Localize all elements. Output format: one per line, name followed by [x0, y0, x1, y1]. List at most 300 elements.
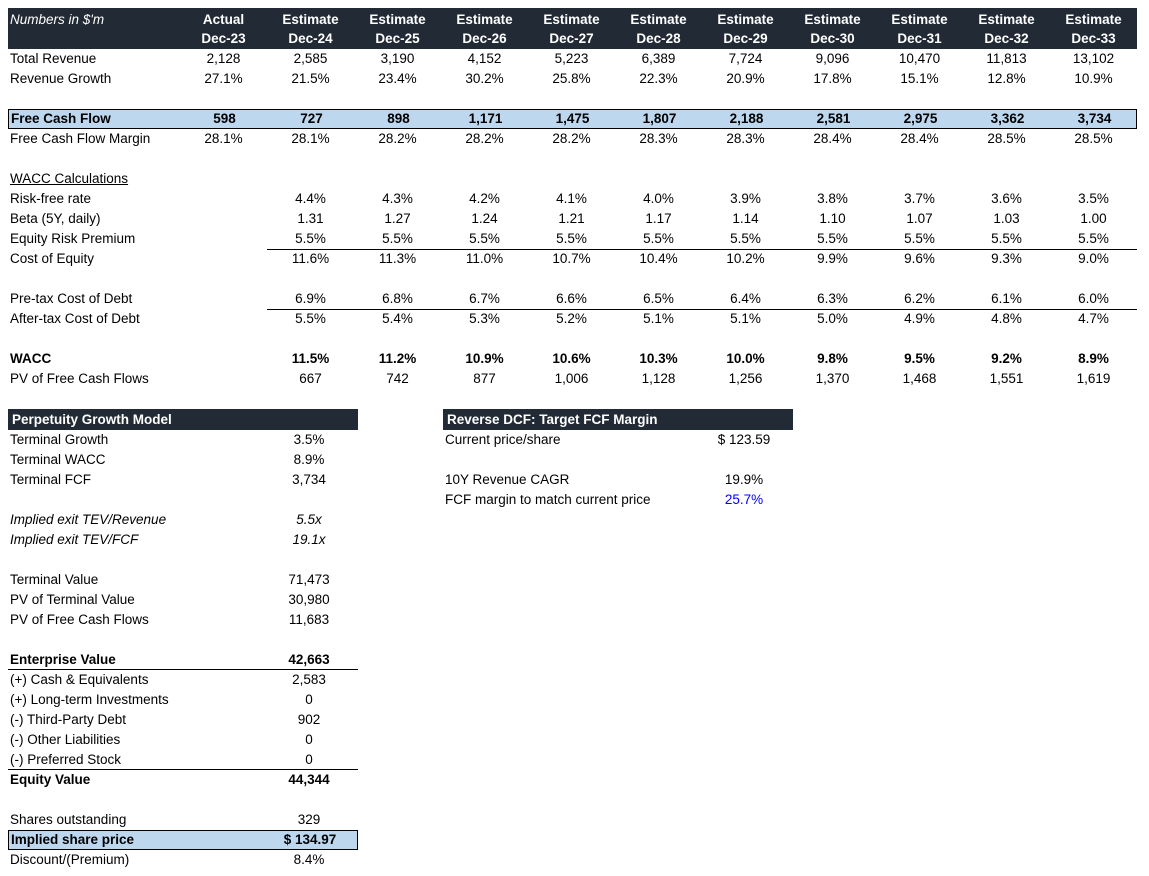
cell-cost-of-equity-dec-32[interactable]: 9.3% — [991, 251, 1022, 266]
column-header-dec-23[interactable] — [180, 8, 267, 49]
cell-pv-of-free-cash-flows-dec-30[interactable]: 1,370 — [815, 371, 850, 386]
cell-blank-dec-28[interactable] — [615, 89, 702, 109]
pgm-row-implied-exit-tev-fcf — [8, 530, 358, 550]
cell-risk-free-rate-dec-23[interactable] — [180, 189, 267, 209]
cell-revenue-growth-dec-33[interactable]: 10.9% — [1074, 71, 1113, 86]
cell-risk-free-rate-dec-29[interactable]: 3.9% — [730, 191, 761, 206]
cell-risk-free-rate-dec-27[interactable]: 4.1% — [556, 191, 587, 206]
cell-blank-dec-33[interactable] — [1050, 89, 1137, 109]
cell-blank-dec-28[interactable] — [615, 269, 702, 289]
cell-pre-tax-cost-of-debt-dec-27[interactable]: 6.6% — [528, 289, 615, 310]
pgm-row-terminal-value — [8, 570, 358, 590]
pgm-value-enterprise-value[interactable]: 42,663 — [288, 652, 330, 667]
cell-free-cash-flow-margin-dec-29[interactable]: 28.3% — [726, 131, 765, 146]
pgm-value-preferred-stock[interactable]: 0 — [305, 752, 313, 767]
cell-blank-dec-25[interactable] — [354, 149, 441, 169]
pgm-label-enterprise-value[interactable]: Enterprise Value — [10, 652, 116, 667]
cell-total-revenue-dec-23[interactable]: 2,128 — [206, 51, 241, 66]
pgm-label-implied-exit-tev-fcf[interactable]: Implied exit TEV/FCF — [10, 532, 139, 547]
cell-wacc-calculations-dec-33[interactable] — [1050, 169, 1137, 189]
pgm-label-equity-value[interactable]: Equity Value — [10, 772, 91, 787]
perpetuity-growth-model-title: Perpetuity Growth Model — [8, 409, 358, 430]
cell-after-tax-cost-of-debt-dec-31[interactable]: 4.9% — [904, 311, 935, 326]
column-header-dec-33[interactable] — [1050, 8, 1137, 49]
pgm-label-shares-outstanding[interactable]: Shares outstanding — [10, 812, 127, 827]
cell-pre-tax-cost-of-debt-dec-24[interactable]: 6.9% — [267, 289, 354, 310]
table-row-wacc — [8, 349, 1137, 369]
column-date-label: Dec-33 — [1071, 30, 1116, 46]
cell-risk-free-rate-dec-25[interactable]: 4.3% — [382, 191, 413, 206]
cell-total-revenue-dec-28[interactable]: 6,389 — [641, 51, 676, 66]
cell-equity-risk-premium-dec-31[interactable]: 5.5% — [876, 229, 963, 250]
cell-free-cash-flow-margin-dec-26[interactable]: 28.2% — [465, 131, 504, 146]
column-header-dec-25[interactable] — [354, 8, 441, 49]
cell-cost-of-equity-dec-23[interactable] — [180, 249, 267, 269]
cell-blank-dec-25[interactable] — [354, 89, 441, 109]
cell-blank-dec-32[interactable] — [963, 329, 1050, 349]
cell-cost-of-equity-dec-26[interactable]: 11.0% — [465, 251, 504, 266]
cell-pv-of-free-cash-flows-dec-28[interactable]: 1,128 — [641, 371, 676, 386]
pgm-row-other-liabilities — [8, 730, 358, 750]
cell-total-revenue-dec-24[interactable]: 2,585 — [293, 51, 328, 66]
row-label-equity-risk-premium[interactable]: Equity Risk Premium — [10, 231, 136, 246]
cell-wacc-dec-26[interactable]: 10.9% — [465, 351, 504, 366]
cell-beta-5y-daily-dec-27[interactable]: 1.21 — [558, 211, 585, 226]
cell-risk-free-rate-dec-30[interactable]: 3.8% — [817, 191, 848, 206]
cell-blank-dec-23[interactable] — [180, 89, 267, 109]
cell-wacc-dec-28[interactable]: 10.3% — [639, 351, 678, 366]
cell-total-revenue-dec-32[interactable]: 11,813 — [986, 51, 1027, 66]
pgm-value-terminal-value[interactable]: 71,473 — [288, 572, 330, 587]
pgm-value-blank — [260, 550, 358, 570]
cell-pre-tax-cost-of-debt-dec-30[interactable]: 6.3% — [789, 289, 876, 310]
cell-total-revenue-dec-30[interactable]: 9,096 — [815, 51, 850, 66]
cell-blank-dec-23[interactable] — [180, 329, 267, 349]
cell-free-cash-flow-dec-29[interactable]: 2,188 — [729, 111, 764, 126]
cell-total-revenue-dec-31[interactable]: 10,470 — [898, 51, 941, 66]
cell-beta-5y-daily-dec-33[interactable]: 1.00 — [1080, 211, 1107, 226]
cell-blank-dec-27[interactable] — [528, 269, 615, 289]
cell-wacc-calculations-dec-32[interactable] — [963, 169, 1050, 189]
pgm-value-equity-value[interactable]: 44,344 — [288, 772, 330, 787]
column-date-label: Dec-27 — [549, 30, 594, 46]
pgm-row-pv-of-terminal-value — [8, 590, 358, 610]
cell-pre-tax-cost-of-debt-dec-31[interactable]: 6.2% — [876, 289, 963, 310]
pgm-value-shares-outstanding[interactable]: 329 — [297, 812, 321, 827]
cell-free-cash-flow-margin-dec-28[interactable]: 28.3% — [639, 131, 678, 146]
cell-wacc-calculations-dec-26[interactable] — [441, 169, 528, 189]
cell-free-cash-flow-dec-23[interactable]: 598 — [213, 111, 236, 126]
cell-blank-dec-32[interactable] — [963, 269, 1050, 289]
column-date-label: Dec-30 — [810, 30, 855, 46]
rdcf-label-fcf-margin-to-match-current-price[interactable]: FCF margin to match current price — [445, 492, 651, 507]
column-period-label: Estimate — [804, 11, 861, 27]
cell-beta-5y-daily-dec-31[interactable]: 1.07 — [906, 211, 933, 226]
cell-after-tax-cost-of-debt-dec-30[interactable]: 5.0% — [817, 311, 848, 326]
cell-total-revenue-dec-29[interactable]: 7,724 — [728, 51, 763, 66]
row-label-free-cash-flow[interactable]: Free Cash Flow — [11, 111, 111, 126]
perpetuity-growth-model-body — [8, 430, 358, 870]
row-label-risk-free-rate[interactable]: Risk-free rate — [10, 191, 92, 206]
cell-after-tax-cost-of-debt-dec-23[interactable] — [180, 309, 267, 329]
cell-after-tax-cost-of-debt-dec-28[interactable]: 5.1% — [643, 311, 674, 326]
pgm-label-third-party-debt[interactable]: (-) Third-Party Debt — [10, 712, 127, 727]
cell-blank-dec-32[interactable] — [963, 149, 1050, 169]
cell-beta-5y-daily-dec-32[interactable]: 1.03 — [993, 211, 1020, 226]
pgm-label-pv-of-terminal-value[interactable]: PV of Terminal Value — [10, 592, 135, 607]
column-period-label: Estimate — [717, 11, 774, 27]
rdcf-label-current-price-share[interactable]: Current price/share — [445, 432, 561, 447]
pgm-row-enterprise-value — [8, 650, 358, 670]
cell-blank-dec-33[interactable] — [1050, 149, 1137, 169]
cell-cost-of-equity-dec-25[interactable]: 11.3% — [378, 251, 417, 266]
cell-blank-dec-24[interactable] — [267, 269, 354, 289]
pgm-value-implied-share-price[interactable]: $ 134.97 — [283, 832, 337, 847]
cell-free-cash-flow-margin-dec-33[interactable]: 28.5% — [1074, 131, 1113, 146]
cell-total-revenue-dec-26[interactable]: 4,152 — [467, 51, 502, 66]
cell-blank-dec-30[interactable] — [789, 329, 876, 349]
cell-after-tax-cost-of-debt-dec-32[interactable]: 4.8% — [991, 311, 1022, 326]
cell-blank-dec-29[interactable] — [702, 149, 789, 169]
cell-pv-of-free-cash-flows-dec-29[interactable]: 1,256 — [728, 371, 763, 386]
cell-revenue-growth-dec-26[interactable]: 30.2% — [465, 71, 504, 86]
cell-wacc-calculations-dec-30[interactable] — [789, 169, 876, 189]
cell-cost-of-equity-dec-28[interactable]: 10.4% — [639, 251, 678, 266]
column-header-dec-27[interactable] — [528, 8, 615, 49]
cell-wacc-dec-33[interactable]: 8.9% — [1078, 351, 1109, 366]
pgm-label-blank — [8, 550, 260, 570]
cell-equity-risk-premium-dec-32[interactable]: 5.5% — [963, 229, 1050, 250]
cell-beta-5y-daily-dec-25[interactable]: 1.27 — [384, 211, 411, 226]
cell-free-cash-flow-margin-dec-27[interactable]: 28.2% — [552, 131, 591, 146]
rdcf-label-blank — [443, 450, 695, 470]
cell-beta-5y-daily-dec-23[interactable] — [180, 209, 267, 229]
cell-risk-free-rate-dec-26[interactable]: 4.2% — [469, 191, 500, 206]
cell-total-revenue-dec-25[interactable]: 3,190 — [380, 51, 415, 66]
column-period-label: Estimate — [891, 11, 948, 27]
table-row-after-tax-cost-of-debt — [8, 309, 1137, 329]
cell-blank-dec-26[interactable] — [441, 269, 528, 289]
cell-blank-dec-25[interactable] — [354, 329, 441, 349]
pgm-value-implied-exit-tev-fcf[interactable]: 19.1x — [292, 532, 326, 547]
pgm-label-terminal-fcf[interactable]: Terminal FCF — [10, 472, 92, 487]
cell-blank-dec-30[interactable] — [789, 89, 876, 109]
cell-after-tax-cost-of-debt-dec-29[interactable]: 5.1% — [730, 311, 761, 326]
cell-wacc-dec-32[interactable]: 9.2% — [991, 351, 1022, 366]
rdcf-value-fcf-margin-to-match-current-price[interactable]: 25.7% — [724, 492, 764, 507]
cell-pre-tax-cost-of-debt-dec-26[interactable]: 6.7% — [441, 289, 528, 310]
cell-after-tax-cost-of-debt-dec-25[interactable]: 5.4% — [382, 311, 413, 326]
column-date-label: Dec-32 — [984, 30, 1029, 46]
pgm-value-third-party-debt[interactable]: 902 — [297, 712, 321, 727]
column-header-dec-24[interactable] — [267, 8, 354, 49]
rdcf-label-10y-revenue-cagr[interactable]: 10Y Revenue CAGR — [445, 472, 570, 487]
cell-blank-dec-24[interactable] — [267, 89, 354, 109]
table-row-blank — [8, 329, 1137, 349]
cell-blank-dec-29[interactable] — [702, 89, 789, 109]
cell-risk-free-rate-dec-31[interactable]: 3.7% — [904, 191, 935, 206]
cell-equity-risk-premium-dec-29[interactable]: 5.5% — [702, 229, 789, 250]
cell-blank-dec-28[interactable] — [615, 149, 702, 169]
pgm-value-other-liabilities[interactable]: 0 — [305, 732, 313, 747]
cell-blank-dec-31[interactable] — [876, 269, 963, 289]
column-header-dec-32[interactable] — [963, 8, 1050, 49]
cell-blank-dec-33[interactable] — [1050, 269, 1137, 289]
cell-risk-free-rate-dec-28[interactable]: 4.0% — [643, 191, 674, 206]
pgm-label-terminal-value[interactable]: Terminal Value — [10, 572, 99, 587]
row-label-wacc-calculations[interactable]: WACC Calculations — [10, 171, 129, 186]
cell-pv-of-free-cash-flows-dec-31[interactable]: 1,468 — [902, 371, 937, 386]
pgm-label-cash-equivalents[interactable]: (+) Cash & Equivalents — [10, 672, 149, 687]
pgm-value-terminal-wacc[interactable]: 8.9% — [293, 452, 325, 467]
cell-blank-dec-23[interactable] — [180, 149, 267, 169]
cell-wacc-dec-31[interactable]: 9.5% — [904, 351, 935, 366]
row-label-free-cash-flow-margin[interactable]: Free Cash Flow Margin — [10, 131, 151, 146]
cell-wacc-dec-30[interactable]: 9.8% — [817, 351, 848, 366]
cell-equity-risk-premium-dec-25[interactable]: 5.5% — [354, 229, 441, 250]
cell-wacc-dec-25[interactable]: 11.2% — [378, 351, 417, 366]
cell-blank-dec-24[interactable] — [267, 329, 354, 349]
cell-blank-dec-27[interactable] — [528, 329, 615, 349]
cell-pre-tax-cost-of-debt-dec-29[interactable]: 6.4% — [702, 289, 789, 310]
table-row-wacc-calculations — [8, 169, 1137, 189]
cell-pre-tax-cost-of-debt-dec-32[interactable]: 6.1% — [963, 289, 1050, 310]
cell-blank-dec-31[interactable] — [876, 149, 963, 169]
pgm-row-third-party-debt — [8, 710, 358, 730]
cell-pv-of-free-cash-flows-dec-27[interactable]: 1,006 — [554, 371, 589, 386]
pgm-row-terminal-growth — [8, 430, 358, 450]
pgm-value-implied-exit-tev-revenue[interactable]: 5.5x — [296, 512, 322, 527]
cell-risk-free-rate-dec-33[interactable]: 3.5% — [1078, 191, 1109, 206]
cell-cost-of-equity-dec-27[interactable]: 10.7% — [552, 251, 591, 266]
row-label-after-tax-cost-of-debt[interactable]: After-tax Cost of Debt — [10, 311, 140, 326]
forecast-table — [8, 8, 1137, 389]
cell-wacc-dec-29[interactable]: 10.0% — [726, 351, 765, 366]
column-period-label: Actual — [202, 11, 245, 27]
cell-wacc-calculations-dec-28[interactable] — [615, 169, 702, 189]
row-label-wacc[interactable]: WACC — [10, 351, 52, 366]
cell-beta-5y-daily-dec-26[interactable]: 1.24 — [471, 211, 498, 226]
cell-wacc-calculations-dec-24[interactable] — [267, 169, 354, 189]
pgm-label-preferred-stock[interactable]: (-) Preferred Stock — [10, 752, 122, 767]
cell-blank-dec-31[interactable] — [876, 329, 963, 349]
cell-wacc-dec-27[interactable]: 10.6% — [552, 351, 591, 366]
cell-equity-risk-premium-dec-33[interactable]: 5.5% — [1050, 229, 1137, 250]
cell-cost-of-equity-dec-24[interactable]: 11.6% — [291, 251, 330, 266]
cell-after-tax-cost-of-debt-dec-33[interactable]: 4.7% — [1078, 311, 1109, 326]
cell-free-cash-flow-margin-dec-24[interactable]: 28.1% — [291, 131, 330, 146]
cell-revenue-growth-dec-23[interactable]: 27.1% — [204, 71, 243, 86]
pgm-value-pv-of-free-cash-flows[interactable]: 11,683 — [288, 612, 330, 627]
cell-blank-dec-30[interactable] — [789, 149, 876, 169]
cell-free-cash-flow-dec-28[interactable]: 1,807 — [642, 111, 677, 126]
cell-cost-of-equity-dec-31[interactable]: 9.6% — [904, 251, 935, 266]
cell-blank-dec-26[interactable] — [441, 149, 528, 169]
table-row-cost-of-equity — [8, 249, 1137, 269]
cell-risk-free-rate-dec-32[interactable]: 3.6% — [991, 191, 1022, 206]
cell-free-cash-flow-dec-27[interactable]: 1,475 — [555, 111, 590, 126]
cell-revenue-growth-dec-25[interactable]: 23.4% — [378, 71, 417, 86]
cell-free-cash-flow-dec-24[interactable]: 727 — [300, 111, 323, 126]
cell-pv-of-free-cash-flows-dec-26[interactable]: 877 — [473, 371, 496, 386]
pgm-label-terminal-wacc[interactable]: Terminal WACC — [10, 452, 106, 467]
cell-blank-dec-30[interactable] — [789, 269, 876, 289]
row-label-beta-5y-daily[interactable]: Beta (5Y, daily) — [10, 211, 101, 226]
cell-after-tax-cost-of-debt-dec-24[interactable]: 5.5% — [295, 311, 326, 326]
pgm-label-pv-of-free-cash-flows[interactable]: PV of Free Cash Flows — [10, 612, 149, 627]
cell-blank-dec-26[interactable] — [441, 329, 528, 349]
pgm-label-long-term-investments[interactable]: (+) Long-term Investments — [10, 692, 169, 707]
row-label-revenue-growth[interactable]: Revenue Growth — [10, 71, 112, 86]
cell-revenue-growth-dec-31[interactable]: 15.1% — [900, 71, 939, 86]
pgm-label-other-liabilities[interactable]: (-) Other Liabilities — [10, 732, 121, 747]
pgm-label-implied-exit-tev-revenue[interactable]: Implied exit TEV/Revenue — [10, 512, 167, 527]
cell-free-cash-flow-dec-33[interactable]: 3,734 — [1077, 111, 1112, 126]
cell-revenue-growth-dec-30[interactable]: 17.8% — [813, 71, 852, 86]
cell-wacc-calculations-dec-29[interactable] — [702, 169, 789, 189]
pgm-row-terminal-wacc — [8, 450, 358, 470]
table-row-free-cash-flow-margin — [8, 129, 1137, 149]
cell-cost-of-equity-dec-30[interactable]: 9.9% — [817, 251, 848, 266]
column-date-label: Dec-25 — [375, 30, 420, 46]
cell-blank-dec-27[interactable] — [528, 89, 615, 109]
table-row-equity-risk-premium — [8, 229, 1137, 249]
cell-pv-of-free-cash-flows-dec-32[interactable]: 1,551 — [989, 371, 1024, 386]
cell-pre-tax-cost-of-debt-dec-25[interactable]: 6.8% — [354, 289, 441, 310]
pgm-value-long-term-investments[interactable]: 0 — [305, 692, 313, 707]
cell-blank-dec-29[interactable] — [702, 329, 789, 349]
pgm-label-discount-premium[interactable]: Discount/(Premium) — [10, 852, 130, 867]
row-label-blank — [8, 329, 180, 349]
cell-free-cash-flow-dec-32[interactable]: 3,362 — [990, 111, 1025, 126]
column-header-dec-29[interactable] — [702, 8, 789, 49]
cell-blank-dec-31[interactable] — [876, 89, 963, 109]
row-label-total-revenue[interactable]: Total Revenue — [10, 51, 97, 66]
cell-equity-risk-premium-dec-26[interactable]: 5.5% — [441, 229, 528, 250]
cell-pre-tax-cost-of-debt-dec-33[interactable]: 6.0% — [1050, 289, 1137, 310]
cell-free-cash-flow-margin-dec-31[interactable]: 28.4% — [900, 131, 939, 146]
pgm-value-discount-premium[interactable]: 8.4% — [293, 852, 325, 867]
cell-revenue-growth-dec-24[interactable]: 21.5% — [291, 71, 330, 86]
table-row-total-revenue — [8, 49, 1137, 69]
pgm-value-terminal-growth[interactable]: 3.5% — [293, 432, 325, 447]
cell-equity-risk-premium-dec-30[interactable]: 5.5% — [789, 229, 876, 250]
pgm-value-terminal-fcf[interactable]: 3,734 — [292, 472, 326, 487]
rdcf-value-10y-revenue-cagr[interactable]: 19.9% — [724, 472, 764, 487]
cell-wacc-calculations-dec-27[interactable] — [528, 169, 615, 189]
cell-free-cash-flow-dec-26[interactable]: 1,171 — [468, 111, 503, 126]
pgm-row-terminal-fcf — [8, 470, 358, 490]
column-header-dec-28[interactable] — [615, 8, 702, 49]
cell-pv-of-free-cash-flows-dec-25[interactable]: 742 — [386, 371, 409, 386]
rdcf-row-fcf-margin-to-match-current-price — [443, 490, 793, 510]
row-label-blank — [8, 149, 180, 169]
cell-equity-risk-premium-dec-24[interactable]: 5.5% — [267, 229, 354, 250]
forecast-table-header-row — [8, 8, 1137, 49]
cell-free-cash-flow-dec-30[interactable]: 2,581 — [816, 111, 851, 126]
cell-beta-5y-daily-dec-24[interactable]: 1.31 — [297, 211, 324, 226]
cell-beta-5y-daily-dec-30[interactable]: 1.10 — [819, 211, 846, 226]
table-row-blank — [8, 149, 1137, 169]
cell-pv-of-free-cash-flows-dec-23[interactable] — [180, 369, 267, 389]
cell-free-cash-flow-margin-dec-32[interactable]: 28.5% — [987, 131, 1026, 146]
cell-total-revenue-dec-27[interactable]: 5,223 — [554, 51, 589, 66]
cell-after-tax-cost-of-debt-dec-26[interactable]: 5.3% — [469, 311, 500, 326]
column-period-label: Estimate — [369, 11, 426, 27]
pgm-value-cash-equivalents[interactable]: 2,583 — [292, 672, 326, 687]
table-row-risk-free-rate — [8, 189, 1137, 209]
column-header-dec-26[interactable] — [441, 8, 528, 49]
cell-pre-tax-cost-of-debt-dec-28[interactable]: 6.5% — [615, 289, 702, 310]
pgm-label-terminal-growth[interactable]: Terminal Growth — [10, 432, 109, 447]
column-date-label: Dec-29 — [723, 30, 768, 46]
cell-revenue-growth-dec-27[interactable]: 25.8% — [552, 71, 591, 86]
pgm-label-implied-share-price[interactable]: Implied share price — [11, 832, 135, 847]
cell-pv-of-free-cash-flows-dec-24[interactable]: 667 — [299, 371, 322, 386]
cell-cost-of-equity-dec-33[interactable]: 9.0% — [1078, 251, 1109, 266]
row-label-pre-tax-cost-of-debt[interactable]: Pre-tax Cost of Debt — [10, 291, 133, 306]
cell-free-cash-flow-margin-dec-30[interactable]: 28.4% — [813, 131, 852, 146]
column-period-label: Estimate — [543, 11, 600, 27]
pgm-value-pv-of-terminal-value[interactable]: 30,980 — [288, 592, 330, 607]
pgm-row-blank — [8, 490, 358, 510]
cell-revenue-growth-dec-29[interactable]: 20.9% — [726, 71, 765, 86]
cell-beta-5y-daily-dec-28[interactable]: 1.17 — [645, 211, 672, 226]
column-header-dec-31[interactable] — [876, 8, 963, 49]
pgm-row-cash-equivalents — [8, 670, 358, 690]
cell-free-cash-flow-margin-dec-23[interactable]: 28.1% — [204, 131, 243, 146]
column-header-dec-30[interactable] — [789, 8, 876, 49]
rdcf-value-current-price-share[interactable]: $ 123.59 — [717, 432, 771, 447]
cell-equity-risk-premium-dec-23[interactable] — [180, 229, 267, 250]
cell-after-tax-cost-of-debt-dec-27[interactable]: 5.2% — [556, 311, 587, 326]
cell-equity-risk-premium-dec-28[interactable]: 5.5% — [615, 229, 702, 250]
pgm-value-blank — [260, 490, 358, 510]
cell-beta-5y-daily-dec-29[interactable]: 1.14 — [732, 211, 759, 226]
cell-blank-dec-33[interactable] — [1050, 329, 1137, 349]
row-label-pv-of-free-cash-flows[interactable]: PV of Free Cash Flows — [10, 371, 149, 386]
cell-blank-dec-24[interactable] — [267, 149, 354, 169]
cell-pre-tax-cost-of-debt-dec-23[interactable] — [180, 289, 267, 310]
cell-total-revenue-dec-33[interactable]: 13,102 — [1072, 51, 1115, 66]
cell-wacc-calculations-dec-31[interactable] — [876, 169, 963, 189]
cell-pv-of-free-cash-flows-dec-33[interactable]: 1,619 — [1076, 371, 1111, 386]
cell-wacc-calculations-dec-23[interactable] — [180, 169, 267, 189]
cell-equity-risk-premium-dec-27[interactable]: 5.5% — [528, 229, 615, 250]
cell-wacc-dec-23[interactable] — [180, 349, 267, 369]
cell-cost-of-equity-dec-29[interactable]: 10.2% — [726, 251, 765, 266]
reverse-dcf-body — [443, 430, 793, 510]
cell-revenue-growth-dec-32[interactable]: 12.8% — [987, 71, 1026, 86]
cell-blank-dec-23[interactable] — [180, 269, 267, 289]
cell-blank-dec-25[interactable] — [354, 269, 441, 289]
cell-free-cash-flow-margin-dec-25[interactable]: 28.2% — [378, 131, 417, 146]
column-date-label: Dec-31 — [897, 30, 942, 46]
pgm-row-preferred-stock — [8, 750, 358, 770]
row-label-cost-of-equity[interactable]: Cost of Equity — [10, 251, 95, 266]
cell-free-cash-flow-dec-31[interactable]: 2,975 — [903, 111, 938, 126]
cell-blank-dec-29[interactable] — [702, 269, 789, 289]
cell-blank-dec-32[interactable] — [963, 89, 1050, 109]
cell-blank-dec-28[interactable] — [615, 329, 702, 349]
cell-revenue-growth-dec-28[interactable]: 22.3% — [639, 71, 678, 86]
cell-blank-dec-26[interactable] — [441, 89, 528, 109]
cell-wacc-calculations-dec-25[interactable] — [354, 169, 441, 189]
cell-blank-dec-27[interactable] — [528, 149, 615, 169]
cell-free-cash-flow-dec-25[interactable]: 898 — [387, 111, 410, 126]
cell-risk-free-rate-dec-24[interactable]: 4.4% — [295, 191, 326, 206]
cell-wacc-dec-24[interactable]: 11.5% — [291, 351, 330, 366]
